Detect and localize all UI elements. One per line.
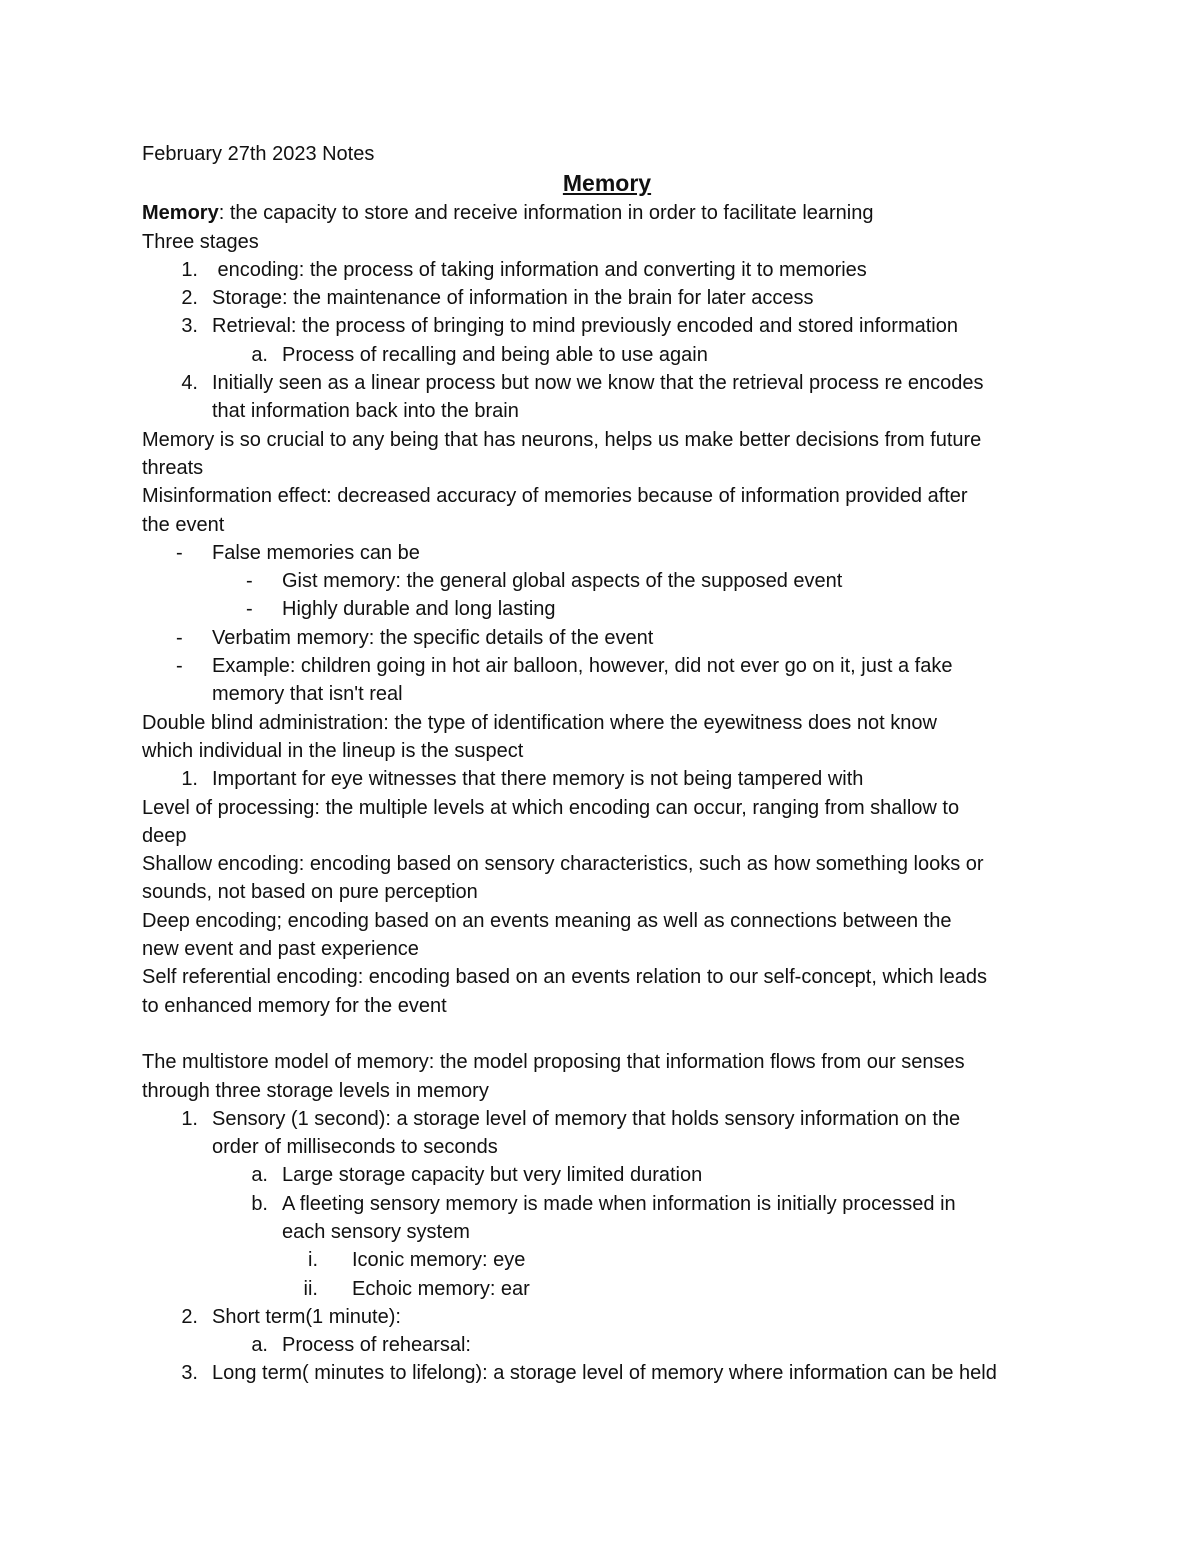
list-marker: b.	[251, 1192, 268, 1215]
list-marker: 2.	[181, 287, 198, 310]
line-body: threats	[142, 456, 204, 479]
list-item	[142, 312, 1072, 340]
line-text	[212, 284, 813, 312]
text-line	[142, 963, 1072, 991]
line-text	[212, 1105, 960, 1133]
line-body: Highly durable and long lasting	[282, 598, 556, 621]
list-item	[142, 256, 1072, 284]
list-item	[142, 341, 1072, 369]
text-line	[142, 1020, 1072, 1048]
list-marker: 2.	[181, 1305, 198, 1328]
text-line	[142, 992, 1072, 1020]
line-text	[212, 1133, 498, 1161]
defined-term: Memory	[142, 202, 219, 225]
line-text	[212, 624, 653, 652]
list-marker: 1.	[181, 258, 198, 281]
line-text	[212, 397, 519, 425]
list-marker: a.	[251, 1334, 268, 1357]
line-text	[282, 1161, 702, 1189]
line-text	[212, 312, 958, 340]
line-text	[212, 369, 984, 397]
list-item	[142, 1359, 1072, 1387]
text-line	[142, 737, 1072, 765]
text-line	[142, 822, 1072, 850]
text-line	[142, 709, 1072, 737]
text-line	[142, 794, 1072, 822]
list-item	[142, 1275, 1072, 1303]
text-line	[142, 907, 1072, 935]
line-body: Deep encoding; encoding based on an events meaning as well as connections between the	[142, 909, 952, 932]
line-text	[142, 1077, 489, 1105]
line-body: Gist memory: the general global aspects of the supposed event	[282, 570, 843, 593]
line-body: Important for eye witnesses that there memory is not being tampered with	[212, 768, 864, 791]
line-text	[142, 737, 523, 765]
line-text	[142, 794, 959, 822]
line-text	[282, 1218, 470, 1246]
line-text	[142, 482, 968, 510]
list-marker: 1.	[181, 768, 198, 791]
line-body: sounds, not based on pure perception	[142, 881, 478, 904]
line-body: Large storage capacity but very limited duration	[282, 1164, 703, 1187]
list-item	[142, 652, 1072, 680]
line-text	[282, 595, 556, 623]
list-item	[142, 1161, 1072, 1189]
line-body: Long term( minutes to lifelong): a storage level of memory where information can be held	[212, 1362, 997, 1385]
list-item	[142, 765, 1072, 793]
notes-lines	[142, 199, 1072, 1387]
line-text	[142, 454, 203, 482]
line-body: Three stages	[142, 230, 259, 253]
text-line	[142, 199, 1072, 227]
text-line	[142, 482, 1072, 510]
line-body: Shallow encoding: encoding based on sensory characteristics, such as how something looks or	[142, 853, 984, 876]
text-line	[142, 454, 1072, 482]
line-body: Initially seen as a linear process but now we know that the retrieval process re encodes	[212, 372, 984, 395]
list-item	[142, 595, 1072, 623]
line-text	[212, 652, 952, 680]
line-text	[352, 1275, 530, 1303]
list-item	[142, 284, 1072, 312]
line-text	[212, 680, 403, 708]
line-body: order of milliseconds to seconds	[212, 1136, 498, 1159]
text-line	[142, 680, 1072, 708]
line-body: that information back into the brain	[212, 400, 519, 423]
line-body: Double blind administration: the type of identification where the eyewitness does not know	[142, 711, 937, 734]
line-text	[142, 1048, 965, 1076]
line-body: Short term(1 minute):	[212, 1305, 401, 1328]
list-marker: a.	[251, 1164, 268, 1187]
text-line	[142, 426, 1072, 454]
line-body: the event	[142, 513, 225, 536]
line-body: each sensory system	[282, 1220, 470, 1243]
text-line	[142, 1048, 1072, 1076]
line-text	[282, 567, 842, 595]
line-text	[142, 228, 259, 256]
line-text	[142, 907, 951, 935]
line-body: A fleeting sensory memory is made when information is initially processed in	[282, 1192, 956, 1215]
line-body: which individual in the lineup is the suspect	[142, 739, 524, 762]
text-line	[142, 878, 1072, 906]
line-text	[282, 341, 708, 369]
list-marker: 3.	[181, 315, 198, 338]
list-item	[142, 1190, 1072, 1218]
line-body: Process of rehearsal:	[282, 1334, 471, 1357]
line-text	[142, 878, 478, 906]
line-body: : the capacity to store and receive information in order to facilitate learning	[218, 202, 874, 225]
line-text	[142, 935, 419, 963]
list-item	[142, 1331, 1072, 1359]
list-item	[142, 1303, 1072, 1331]
list-marker: -	[246, 598, 253, 621]
list-marker: -	[176, 626, 183, 649]
notes-date: February 27th 2023 Notes	[142, 143, 375, 165]
text-line	[142, 1133, 1072, 1161]
line-text	[282, 1190, 956, 1218]
list-item	[142, 624, 1072, 652]
line-body: Self referential encoding: encoding based on an events relation to our self-concept, which leads	[142, 966, 987, 989]
line-body: Sensory (1 second): a storage level of memory that holds sensory information on the	[212, 1107, 961, 1130]
line-text	[212, 765, 863, 793]
list-item	[142, 1246, 1072, 1274]
text-line	[142, 397, 1072, 425]
line-text	[212, 539, 420, 567]
line-body: memory that isn't real	[212, 683, 403, 706]
line-text	[142, 511, 224, 539]
line-body: Process of recalling and being able to use again	[282, 343, 708, 366]
line-body: through three storage levels in memory	[142, 1079, 489, 1102]
line-text	[212, 256, 867, 284]
line-text	[142, 426, 981, 454]
line-body: deep	[142, 824, 187, 847]
line-text	[142, 822, 187, 850]
line-body: Retrieval: the process of bringing to mind previously encoded and stored information	[212, 315, 958, 338]
line-body: Misinformation effect: decreased accuracy of memories because of information provided after	[142, 485, 968, 508]
line-body: Verbatim memory: the specific details of the event	[212, 626, 654, 649]
line-body: Storage: the maintenance of information in the brain for later access	[212, 287, 814, 310]
list-marker: -	[176, 655, 183, 678]
text-line	[142, 1218, 1072, 1246]
page-title: Memory	[562, 170, 652, 197]
list-marker: 3.	[181, 1362, 198, 1385]
line-text	[212, 1359, 997, 1387]
list-marker: 4.	[181, 372, 198, 395]
list-item	[142, 369, 1072, 397]
line-body: Iconic memory: eye	[352, 1249, 526, 1272]
line-text	[142, 850, 984, 878]
text-line	[142, 1077, 1072, 1105]
line-body: Example: children going in hot air balloon, however, did not ever go on it, just a fake	[212, 655, 953, 678]
line-body: False memories can be	[212, 541, 420, 564]
line-text	[142, 992, 447, 1020]
list-marker: a.	[251, 343, 268, 366]
line-body: Memory is so crucial to any being that has neurons, helps us make better decisions from future	[142, 428, 982, 451]
text-line	[142, 228, 1072, 256]
line-body: encoding: the process of taking information and converting it to memories	[212, 258, 867, 281]
document-body	[142, 140, 1072, 1388]
line-body: The multistore model of memory: the model proposing that information flows from our senses	[142, 1051, 965, 1074]
text-line	[142, 850, 1072, 878]
list-marker: 1.	[181, 1107, 198, 1130]
list-item	[142, 539, 1072, 567]
line-text	[212, 1303, 401, 1331]
line-text	[142, 199, 874, 227]
line-body: Echoic memory: ear	[352, 1277, 530, 1300]
line-body: to enhanced memory for the event	[142, 994, 447, 1017]
line-text	[142, 709, 937, 737]
list-item	[142, 567, 1072, 595]
list-marker: i.	[308, 1249, 318, 1272]
text-line	[142, 511, 1072, 539]
list-item	[142, 1105, 1072, 1133]
line-body: Level of processing: the multiple levels at which encoding can occur, ranging from shallow to	[142, 796, 960, 819]
list-marker: -	[176, 541, 183, 564]
line-text	[282, 1331, 471, 1359]
line-text	[352, 1246, 525, 1274]
line-body: new event and past experience	[142, 938, 419, 961]
list-marker: ii.	[303, 1277, 318, 1300]
line-text	[142, 963, 987, 991]
list-marker: -	[246, 570, 253, 593]
text-line	[142, 935, 1072, 963]
